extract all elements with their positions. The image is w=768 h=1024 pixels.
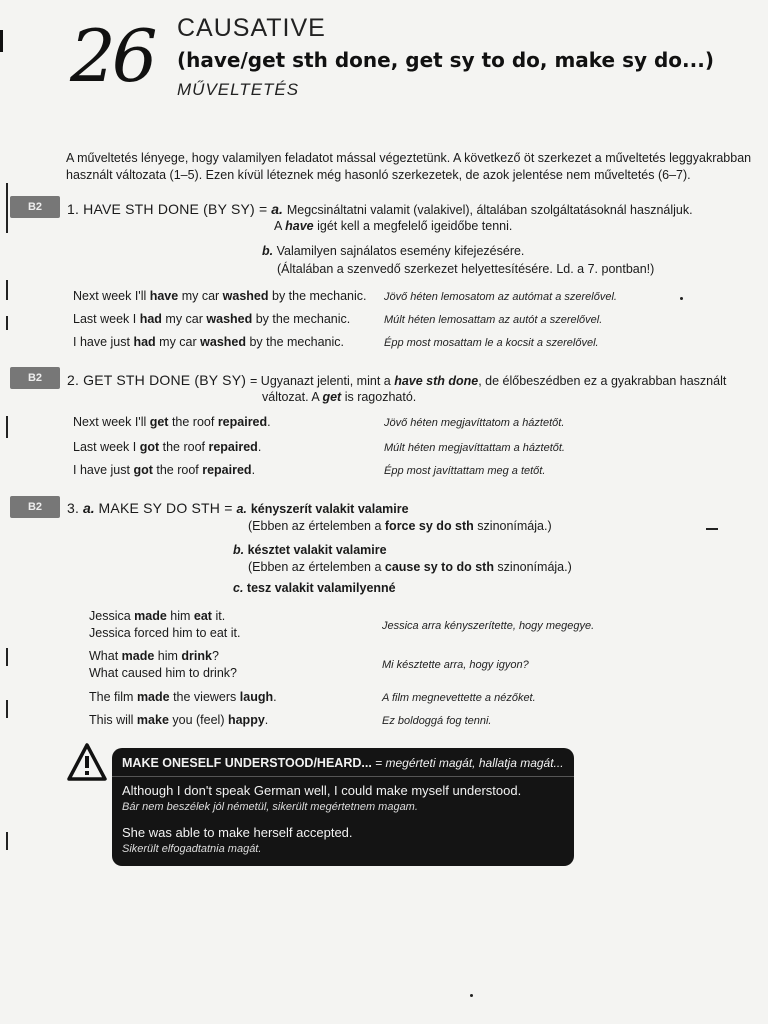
example-translation: Jessica arra kényszerítette, hogy megegye. — [382, 620, 595, 632]
dash-mark — [706, 528, 718, 530]
example-sentence — [89, 649, 219, 663]
section-2-line2 — [262, 389, 416, 406]
section-heading-label: 1. HAVE STH DONE (BY SY) = — [67, 201, 268, 217]
example-translation: Múlt héten megjavíttattam a háztetőt. — [384, 442, 565, 454]
margin-rule — [6, 280, 8, 300]
text: = Ugyanazt jelenti, mint a — [250, 374, 395, 388]
definition-a-line2 — [274, 218, 512, 235]
definition-c-text: tesz valakit valamilyenné — [246, 581, 396, 595]
keyword: get — [322, 390, 342, 404]
text: Last week I — [73, 440, 140, 454]
participle: repaired — [208, 440, 258, 454]
text: it. — [211, 609, 226, 623]
keyword: have sth done — [394, 374, 479, 388]
text: What — [89, 649, 122, 663]
section-3-heading — [67, 499, 409, 518]
text: This will — [89, 713, 137, 727]
chapter-number: 26 — [70, 14, 154, 98]
text: by the mechanic. — [268, 289, 367, 303]
text: the roof — [152, 463, 203, 477]
text: Last week I — [73, 312, 140, 326]
text: szinonímája.) — [473, 519, 552, 533]
text: the roof — [159, 440, 209, 454]
text: . — [267, 415, 271, 429]
warning-meaning: = megérteti magát, hallatja magát... — [371, 756, 564, 770]
speck — [470, 994, 473, 997]
level-badge: B2 — [10, 367, 60, 389]
a-marker: a. — [82, 500, 95, 516]
warning-example-translation: Bár nem beszélek jól németül, sikerült megértetnem magam. — [122, 801, 418, 813]
page-subtitle: (have/get sth done, get sy to do, make sy do...) — [177, 48, 714, 72]
keyword: cause sy to do sth — [384, 560, 494, 574]
margin-rule — [6, 416, 8, 438]
verb: got — [133, 463, 153, 477]
definition-c — [233, 580, 396, 597]
text: igét kell a megfelelő igeidőbe tenni. — [313, 219, 513, 233]
margin-rule — [6, 700, 8, 718]
section-heading-number: 3. — [67, 500, 80, 516]
text: by the mechanic. — [252, 312, 351, 326]
example-translation: Ez boldoggá fog tenni. — [382, 715, 492, 727]
example-translation: Jövő héten megjavíttatom a háztetőt. — [384, 417, 565, 429]
infinitive: laugh — [239, 690, 274, 704]
margin-rule — [6, 183, 8, 233]
warning-box — [112, 748, 574, 866]
warning-icon — [66, 742, 108, 782]
warning-phrase: MAKE ONESELF UNDERSTOOD/HEARD... — [122, 756, 372, 770]
divider — [112, 776, 574, 777]
warning-example-translation: Sikerült elfogadtatnia magát. — [122, 843, 262, 855]
text: . — [273, 690, 277, 704]
page-subtitle-hungarian: MŰVELTETÉS — [177, 80, 300, 99]
warning-example: Although I don't speak German well, I could make myself understood. — [122, 783, 522, 798]
example-translation: Múlt héten lemosattam az autót a szerelővel. — [384, 314, 603, 326]
example-sentence — [73, 463, 255, 477]
definition-a-line2 — [248, 518, 552, 535]
text: the viewers — [169, 690, 240, 704]
warning-heading — [122, 756, 564, 770]
text: I have just — [73, 463, 134, 477]
text: szinonímája.) — [493, 560, 572, 574]
verb: made — [134, 609, 167, 623]
text: my car — [155, 335, 201, 349]
definition-a: kényszerít valakit valamire — [250, 502, 409, 516]
example-translation: Épp most javíttattam meg a tetőt. — [384, 465, 546, 477]
text: is ragozható. — [341, 390, 417, 404]
definition-b-text: késztet valakit valamire — [247, 543, 387, 557]
a-marker: a. — [271, 201, 283, 217]
participle: washed — [206, 312, 253, 326]
definition-b-line2: (Általában a szenvedő szerkezet helyettesítésére. Ld. a 7. pontban!) — [277, 262, 655, 276]
text: by the mechanic. — [246, 335, 344, 349]
example-sentence — [73, 312, 350, 326]
participle: repaired — [202, 463, 252, 477]
infinitive: eat — [193, 609, 212, 623]
example-translation: A film megnevettette a nézőket. — [382, 692, 536, 704]
text: the roof — [168, 415, 218, 429]
example-paraphrase: Jessica forced him to eat it. — [89, 626, 241, 640]
definition-b — [262, 243, 524, 260]
adjective: happy — [227, 713, 265, 727]
margin-rule — [6, 316, 8, 330]
section-2-heading — [67, 371, 757, 390]
text: . — [251, 463, 256, 477]
level-badge: B2 — [10, 196, 60, 218]
text: A — [274, 219, 286, 233]
definition-a: Megcsináltatni valamit (valakivel), általában szolgáltatásoknál használjuk. — [286, 203, 693, 217]
verb: had — [139, 312, 162, 326]
text: Jessica — [89, 609, 135, 623]
margin-rule — [6, 648, 8, 666]
text: Next week I'll — [73, 289, 150, 303]
warning-example: She was able to make herself accepted. — [122, 825, 353, 840]
example-sentence — [73, 335, 344, 349]
participle: washed — [222, 289, 269, 303]
verb: have — [149, 289, 179, 303]
text: ? — [211, 649, 219, 663]
example-sentence — [73, 289, 367, 303]
a-marker: a. — [236, 502, 247, 516]
text: változat. A — [262, 390, 323, 404]
page-title: CAUSATIVE — [177, 14, 326, 42]
intro-paragraph: A műveltetés lényege, hogy valamilyen feladatot mással végeztetünk. A következő öt szerkezet a műveltetés leggyakrabban használt változata (1–5). Ezen kívül léteznek még hasonló szerkezetek, de azok jelentése nem műveltetés (6–7). — [66, 151, 752, 182]
section-heading-label: 2. GET STH DONE (BY SY) — [67, 372, 247, 388]
margin-rule — [6, 832, 8, 850]
verb: get — [149, 415, 169, 429]
example-translation: Épp most mosattam le a kocsit a szerelővel. — [384, 337, 599, 349]
c-marker: c. — [233, 581, 244, 595]
participle: repaired — [217, 415, 268, 429]
example-sentence — [89, 713, 268, 727]
verb: got — [139, 440, 160, 454]
speck — [680, 297, 683, 300]
infinitive: drink — [181, 649, 212, 663]
text: my car — [161, 312, 207, 326]
text: him — [166, 609, 194, 623]
keyword: force sy do sth — [384, 519, 474, 533]
section-heading-label: MAKE SY DO STH = — [98, 500, 233, 516]
text: you (feel) — [168, 713, 228, 727]
example-sentence — [89, 609, 225, 623]
keyword: have — [285, 219, 314, 233]
b-marker: b. — [262, 244, 274, 258]
verb: made — [121, 649, 155, 663]
verb: had — [133, 335, 156, 349]
example-translation: Jövő héten lemosatom az autómat a szerelővel. — [384, 291, 617, 303]
example-sentence — [73, 440, 261, 454]
definition-b-line2 — [248, 559, 572, 576]
text: , de élőbeszédben ez a gyakrabban használt — [478, 374, 727, 388]
text: The film — [89, 690, 137, 704]
example-paraphrase: What caused him to drink? — [89, 666, 237, 680]
verb: made — [136, 690, 170, 704]
example-sentence — [73, 415, 271, 429]
b-marker: b. — [233, 543, 245, 557]
text: . — [257, 440, 262, 454]
text: Next week I'll — [73, 415, 150, 429]
example-sentence — [89, 690, 277, 704]
text: . — [264, 713, 269, 727]
text: (Ebben az értelemben a — [248, 560, 385, 574]
text: him — [154, 649, 182, 663]
definition-b — [233, 542, 387, 559]
example-translation: Mi késztette arra, hogy igyon? — [382, 659, 529, 671]
definition-b-text: Valamilyen sajnálatos esemény kifejezésére. — [276, 244, 525, 258]
level-badge: B2 — [10, 496, 60, 518]
text: I have just — [73, 335, 134, 349]
participle: washed — [200, 335, 246, 349]
text: my car — [178, 289, 223, 303]
page-edge-mark — [0, 30, 3, 52]
verb: make — [136, 713, 169, 727]
text: (Ebben az értelemben a — [248, 519, 385, 533]
section-1-heading — [67, 200, 757, 219]
